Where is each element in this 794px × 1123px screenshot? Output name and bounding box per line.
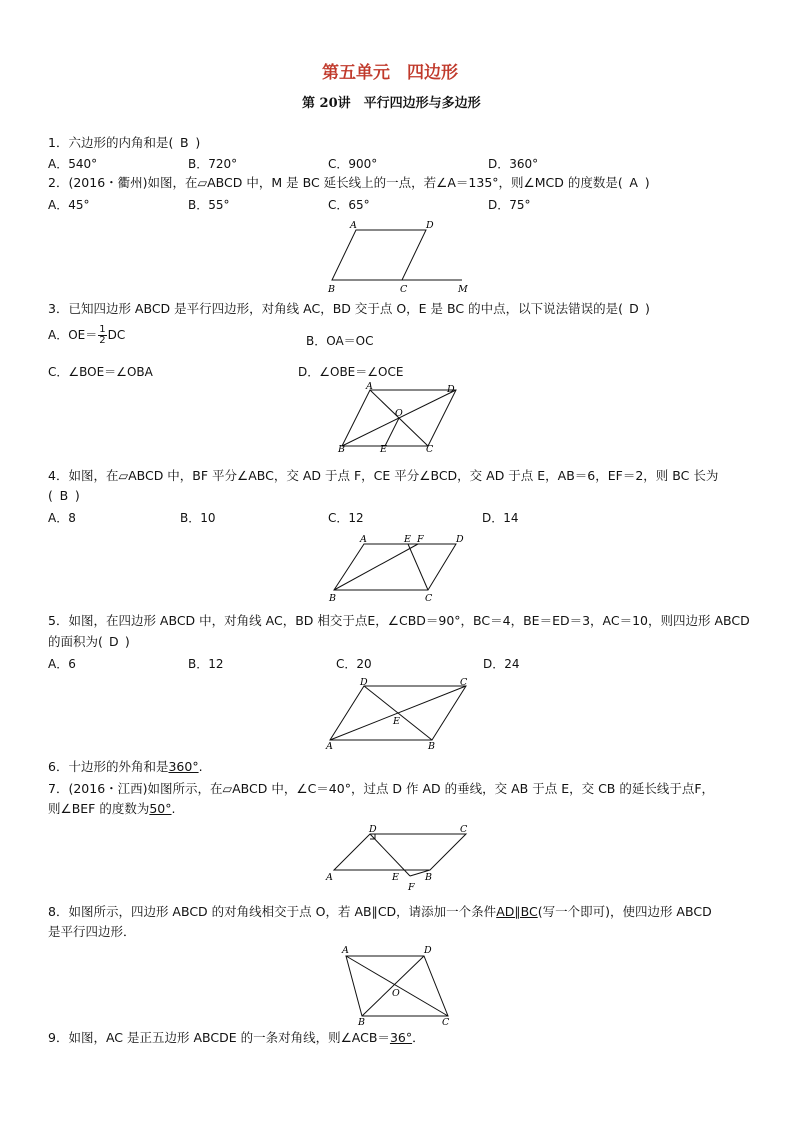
question-stem: 的面积为(: [48, 634, 103, 649]
label-c: C: [460, 824, 468, 835]
label-b: B: [329, 593, 336, 604]
question-4: 4．如图，在▱ABCD 中，BF 平分∠ABC，交 AD 于点 F，CE 平分∠BCD，交 AD 于点 E，AB＝6，EF＝2，则 BC 长为: [48, 468, 719, 483]
answer: 36°: [389, 1030, 413, 1045]
answer: 360°: [168, 759, 199, 774]
question-stem: 8．如图所示，四边形 ABCD 的对角线相交于点 O，若 AB∥CD，请添加一个条件: [48, 904, 497, 919]
option-c: C．∠BOE＝∠OBA: [48, 365, 153, 379]
label-o: O: [395, 408, 403, 419]
fraction-denominator: 2: [99, 335, 106, 346]
option-a: A．8: [48, 511, 76, 525]
question-1: [48, 135, 200, 151]
option-d: D．24: [483, 657, 520, 671]
label-e: E: [393, 716, 400, 727]
label-e: E: [380, 444, 387, 452]
question-8: [48, 904, 712, 920]
label-a: A: [360, 534, 367, 545]
option-b: B．12: [188, 657, 224, 671]
label-o: O: [392, 988, 400, 999]
label-a: A: [326, 872, 333, 883]
option-a: A．540°: [48, 157, 98, 171]
label-d: D: [447, 384, 455, 395]
label-c: C: [400, 284, 408, 294]
question-end: ．: [412, 1030, 425, 1045]
figure-q3-parallelogram: [334, 382, 464, 452]
question-3: [48, 301, 650, 317]
label-f: F: [408, 882, 415, 893]
label-b: B: [358, 1017, 365, 1026]
question-7: 7．(2016・江西)如图所示，在▱ABCD 中，∠C＝40°，过点 D 作 AD 的垂线，交 AB 于点 E，交 CB 的延长线于点F，: [48, 781, 715, 796]
question-close: ): [74, 488, 80, 503]
question-open: (: [48, 488, 53, 503]
question-close: ): [644, 175, 650, 190]
answer: B: [180, 135, 189, 150]
option-b: B．55°: [188, 198, 230, 212]
diagonal-bd: [362, 956, 424, 1016]
option-d: D．75°: [488, 198, 531, 212]
question-close: ): [124, 634, 130, 649]
answer: D: [629, 301, 639, 316]
question-5-line2: [48, 634, 130, 650]
option-a: [48, 325, 125, 346]
diagonal-ac: [346, 956, 448, 1016]
question-stem: 1．六边形的内角和是(: [48, 135, 174, 150]
parallelogram-abcd: [334, 544, 456, 590]
option-b: B．720°: [188, 157, 238, 171]
bisector-ce: [408, 544, 428, 590]
question-2: [48, 175, 650, 191]
question-7-line2: [48, 801, 175, 817]
parallelogram-abcd: [332, 230, 426, 280]
question-stem-after: (写一个即可)，使四边形 ABCD: [537, 904, 712, 919]
question-4-line2: [48, 488, 80, 504]
label-b: B: [428, 741, 435, 752]
question-stem: 3．已知四边形 ABCD 是平行四边形，对角线 AC，BD 交于点 O，E 是 BC 的中点，以下说法错误的是(: [48, 301, 623, 316]
question-close: ): [195, 135, 201, 150]
label-e: E: [404, 534, 411, 545]
label-m: M: [458, 284, 468, 294]
label-d: D: [456, 534, 464, 545]
segment-oe: [385, 418, 399, 446]
option-c: C．900°: [328, 157, 378, 171]
question-6: [48, 759, 203, 775]
option-d: D．∠OBE＝∠OCE: [298, 365, 404, 379]
option-a: A．45°: [48, 198, 90, 212]
question-5: 5．如图，在四边形 ABCD 中，对角线 AC，BD 相交于点E，∠CBD＝90°，BC＝4，BE＝ED＝3，AC＝10，则四边形 ABCD: [48, 613, 750, 628]
bisector-bf: [334, 544, 418, 590]
label-c: C: [426, 444, 434, 452]
answer: B: [59, 488, 69, 503]
option-b: B．10: [180, 511, 216, 525]
label-d: D: [360, 677, 368, 688]
option-d: D．360°: [488, 157, 539, 171]
option-b: B．OA＝OC: [306, 334, 374, 348]
question-8-line2: 是平行四边形．: [48, 924, 136, 939]
figure-q2-parallelogram: [320, 218, 470, 294]
option-c: C．12: [328, 511, 364, 525]
figure-q4-parallelogram: [322, 532, 472, 604]
figure-q7-parallelogram: [322, 822, 472, 896]
label-a: A: [366, 382, 373, 392]
label-b: B: [425, 872, 432, 883]
option-c: C．20: [336, 657, 372, 671]
answer: D: [109, 634, 119, 649]
question-stem: 则∠BEF 的度数为: [48, 801, 150, 816]
label-e: E: [392, 872, 399, 883]
label-f: F: [417, 534, 424, 545]
label-c: C: [442, 1017, 450, 1026]
question-stem: 6．十边形的外角和是: [48, 759, 169, 774]
question-stem: 2．(2016・衢州)如图，在▱ABCD 中，M 是 BC 延长线上的一点，若∠A＝135°，则∠MCD 的度数是(: [48, 175, 623, 190]
answer: 50°: [149, 801, 172, 816]
figure-q5-quadrilateral: [322, 676, 476, 752]
option-a: A．6: [48, 657, 76, 671]
label-d: D: [369, 824, 377, 835]
label-d: D: [426, 220, 434, 231]
label-d: D: [424, 945, 432, 956]
question-stem: 9．如图，AC 是正五边形 ABCDE 的一条对角线，则∠ACB＝: [48, 1030, 390, 1045]
lesson-subtitle: 第 20讲 平行四边形与多边形: [302, 96, 481, 111]
diagonal-bd: [364, 686, 432, 740]
label-b: B: [328, 284, 335, 294]
answer: AD∥BC: [496, 904, 538, 919]
question-end: .: [198, 759, 203, 774]
unit-title: 第五单元 四边形: [322, 63, 458, 83]
answer: A: [629, 175, 638, 190]
fraction: [98, 325, 106, 346]
question-close: ): [644, 301, 650, 316]
label-a: A: [326, 741, 333, 752]
label-c: C: [460, 677, 468, 688]
label-c: C: [425, 593, 433, 604]
option-c: C．65°: [328, 198, 370, 212]
option-a-suffix: DC: [107, 328, 126, 342]
option-d: D．14: [482, 511, 519, 525]
option-a-prefix: A．OE＝: [48, 328, 98, 342]
question-9: [48, 1030, 425, 1046]
label-b: B: [338, 444, 345, 452]
label-a: A: [342, 945, 349, 956]
label-a: A: [350, 220, 357, 231]
question-end: .: [171, 801, 176, 816]
figure-q8-quadrilateral: [338, 944, 458, 1026]
parallelogram-abcd: [334, 834, 466, 870]
fraction-numerator: 1: [99, 324, 106, 335]
